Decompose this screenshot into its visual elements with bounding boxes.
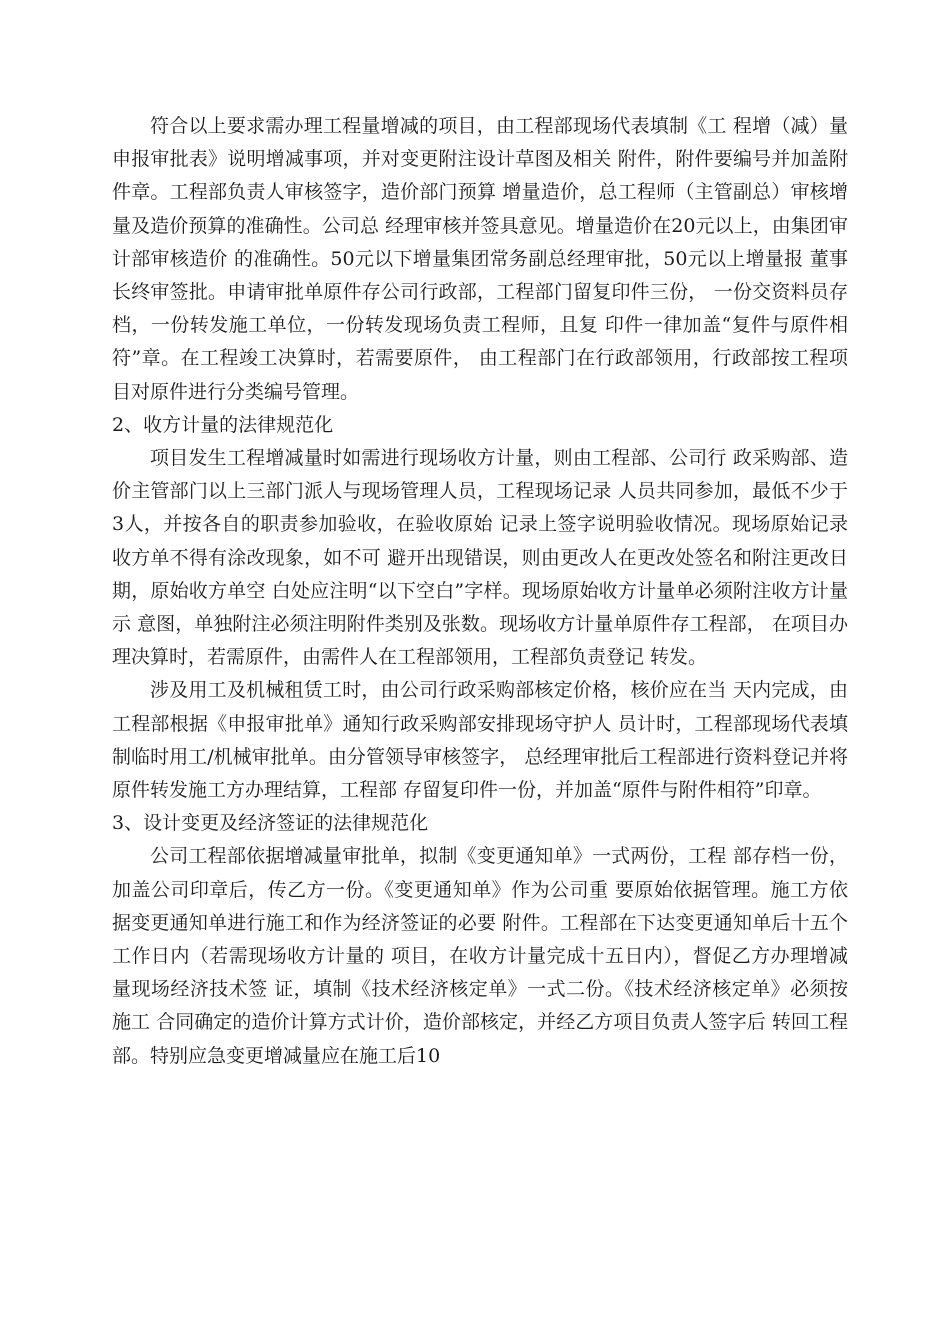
paragraph-site-measurement: 项目发生工程增减量时如需进行现场收方计量，则由工程部、公司行 政采购部、造价主管部门以上三部门派人与现场管理人员，工程现场记录 人员共同参加，最低不少于3人，并按各自的职责参加验收，在验收原始 记录上签字说明验收情况。现场原始记录收方单不得有涂改现象，如不可 避开出现错误，则由更改人在更改处签名和附注更改日期，原始收方单空 白处应注明“以下空白”字样。现场原始收方计量单必须附注收方计量示 意图，单独附注必须注明附件类别及张数。现场收方计量单原件存工程部， 在项目办理决算时，若需原件，由需件人在工程部领用，工程部负责登记 转发。 — [112, 447, 848, 669]
paragraph-approval-procedure: 符合以上要求需办理工程量增减的项目，由工程部现场代表填制《工 程增（减）量申报审批表》说明增减事项，并对变更附注设计草图及相关 附件，附件要编号并加盖附件章。工程部负责人审核签字，造价部门预算 增量造价，总工程师（主管副总）审核增量及造价预算的准确性。公司总 经理审核并签具意见。增量造价在20元以上，由集团审计部审核造价 的准确性。50元以下增量集团常务副总经理审批，50元以上增量报 董事长终审签批。申请审批单原件存公司行政部，工程部门留复印件三份， 一份交资料员存档，一份转发施工单位，一份转发现场负责工程师，且复 印件一律加盖“复件与原件相符”章。在工程竣工决算时，若需要原件， 由工程部门在行政部领用，行政部按工程项目对原件进行分类编号管理。 — [112, 115, 848, 403]
document-body — [112, 110, 848, 1073]
section-heading-design-change: 3、设计变更及经济签证的法律规范化 — [112, 812, 429, 835]
paragraph-labor-machinery: 涉及用工及机械租赁工时，由公司行政采购部核定价格，核价应在当 天内完成，由工程部根据《申报审批单》通知行政采购部安排现场守护人 员计时，工程部现场代表填制临时用工/机械审批单。由分管领导审核签字， 总经理审批后工程部进行资料登记并将原件转发施工方办理结算，工程部 存留复印件一份，并加盖“原件与附件相符”印章。 — [112, 679, 848, 802]
paragraph-change-notice: 公司工程部依据增减量审批单，拟制《变更通知单》一式两份，工程 部存档一份，加盖公司印章后，传乙方一份。《变更通知单》作为公司重 要原始依据管理。施工方依据变更通知单进行施工和作为经济签证的必要 附件。工程部在下达变更通知单后十五个工作日内（若需现场收方计量的 项目，在收方计量完成十五日内），督促乙方办理增减量现场经济技术签 证，填制《技术经济核定单》一式二份。《技术经济核定单》必须按施工 合同确定的造价计算方式计价，造价部核定，并经乙方项目负责人签字后 转回工程部。特别应急变更增减量应在施工后10 — [112, 845, 848, 1067]
section-heading-measurement: 2、收方计量的法律规范化 — [112, 413, 334, 436]
